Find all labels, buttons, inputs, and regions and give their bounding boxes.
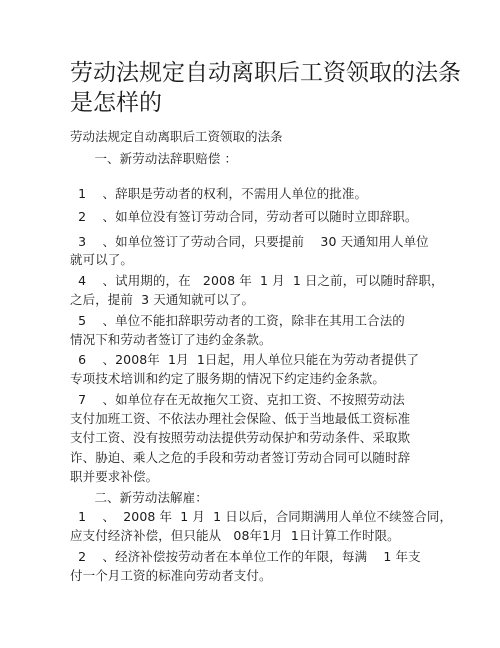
paragraph-line: 7 、如单位存在无故拖欠工资、克扣工资、不按照劳动法 (70, 392, 405, 407)
paragraph-line: 2 、经济补偿按劳动者在本单位工作的年限，每满 1 年支 (70, 549, 421, 564)
page-title: 劳动法规定自动离职后工资领取的法条是怎样的 (70, 60, 461, 116)
paragraph-line: 支付加班工资、不依法办理社会保险、低于当地最低工资标准 (70, 411, 411, 426)
subtitle: 劳动法规定自动离职后工资领取的法条 (70, 129, 283, 144)
paragraph-line: 职并要求补偿。 (70, 469, 159, 484)
paragraph-line: 情况下和劳动者签订了违约金条款。 (70, 332, 272, 347)
paragraph-line: 专项技术培训和约定了服务期的情况下约定违约金条款。 (70, 371, 386, 386)
paragraph-line: 2 、如单位没有签订劳动合同，劳动者可以随时立即辞职。 (70, 209, 418, 224)
paragraph-line: 1 、辞职是劳动者的权利，不需用人单位的批准。 (70, 186, 368, 201)
paragraph-line: 1 、 2008 年 1 月 1 日以后，合同期满用人单位不续签合同， (70, 509, 453, 524)
paragraph-line: 5 、单位不能扣辞职劳动者的工资，除非在其用工合法的 (70, 313, 405, 328)
section-heading: 一、新劳动法辞职赔偿 ： (70, 151, 238, 166)
paragraph-line: 就可以了。 (70, 252, 134, 267)
paragraph-line: 支付工资、没有按照劳动法提供劳动保护和劳动条件、采取欺 (70, 430, 411, 445)
section-heading: 二、新劳动法解雇： (70, 490, 208, 505)
paragraph-line: 6 、2008年 1月 1日起，用人单位只能在为劳动者提供了 (70, 352, 420, 367)
paragraph-line: 4 、试用期的，在 2008 年 1 月 1 日之前，可以随时辞职， (70, 273, 444, 288)
paragraph-line: 应支付经济补偿，但只能从 08年1月 1日计算工作时限。 (70, 528, 400, 543)
paragraph-line: 3 、如单位签订了劳动合同，只要提前 30 天通知用人单位 (70, 234, 429, 249)
paragraph-line: 付一个月工资的标准向劳动者支付。 (70, 568, 272, 583)
paragraph-line: 之后，提前 3 天通知就可以了。 (70, 292, 255, 307)
paragraph-line: 诈、胁迫、乘人之危的手段和劳动者签订劳动合同可以随时辞 (70, 450, 411, 465)
